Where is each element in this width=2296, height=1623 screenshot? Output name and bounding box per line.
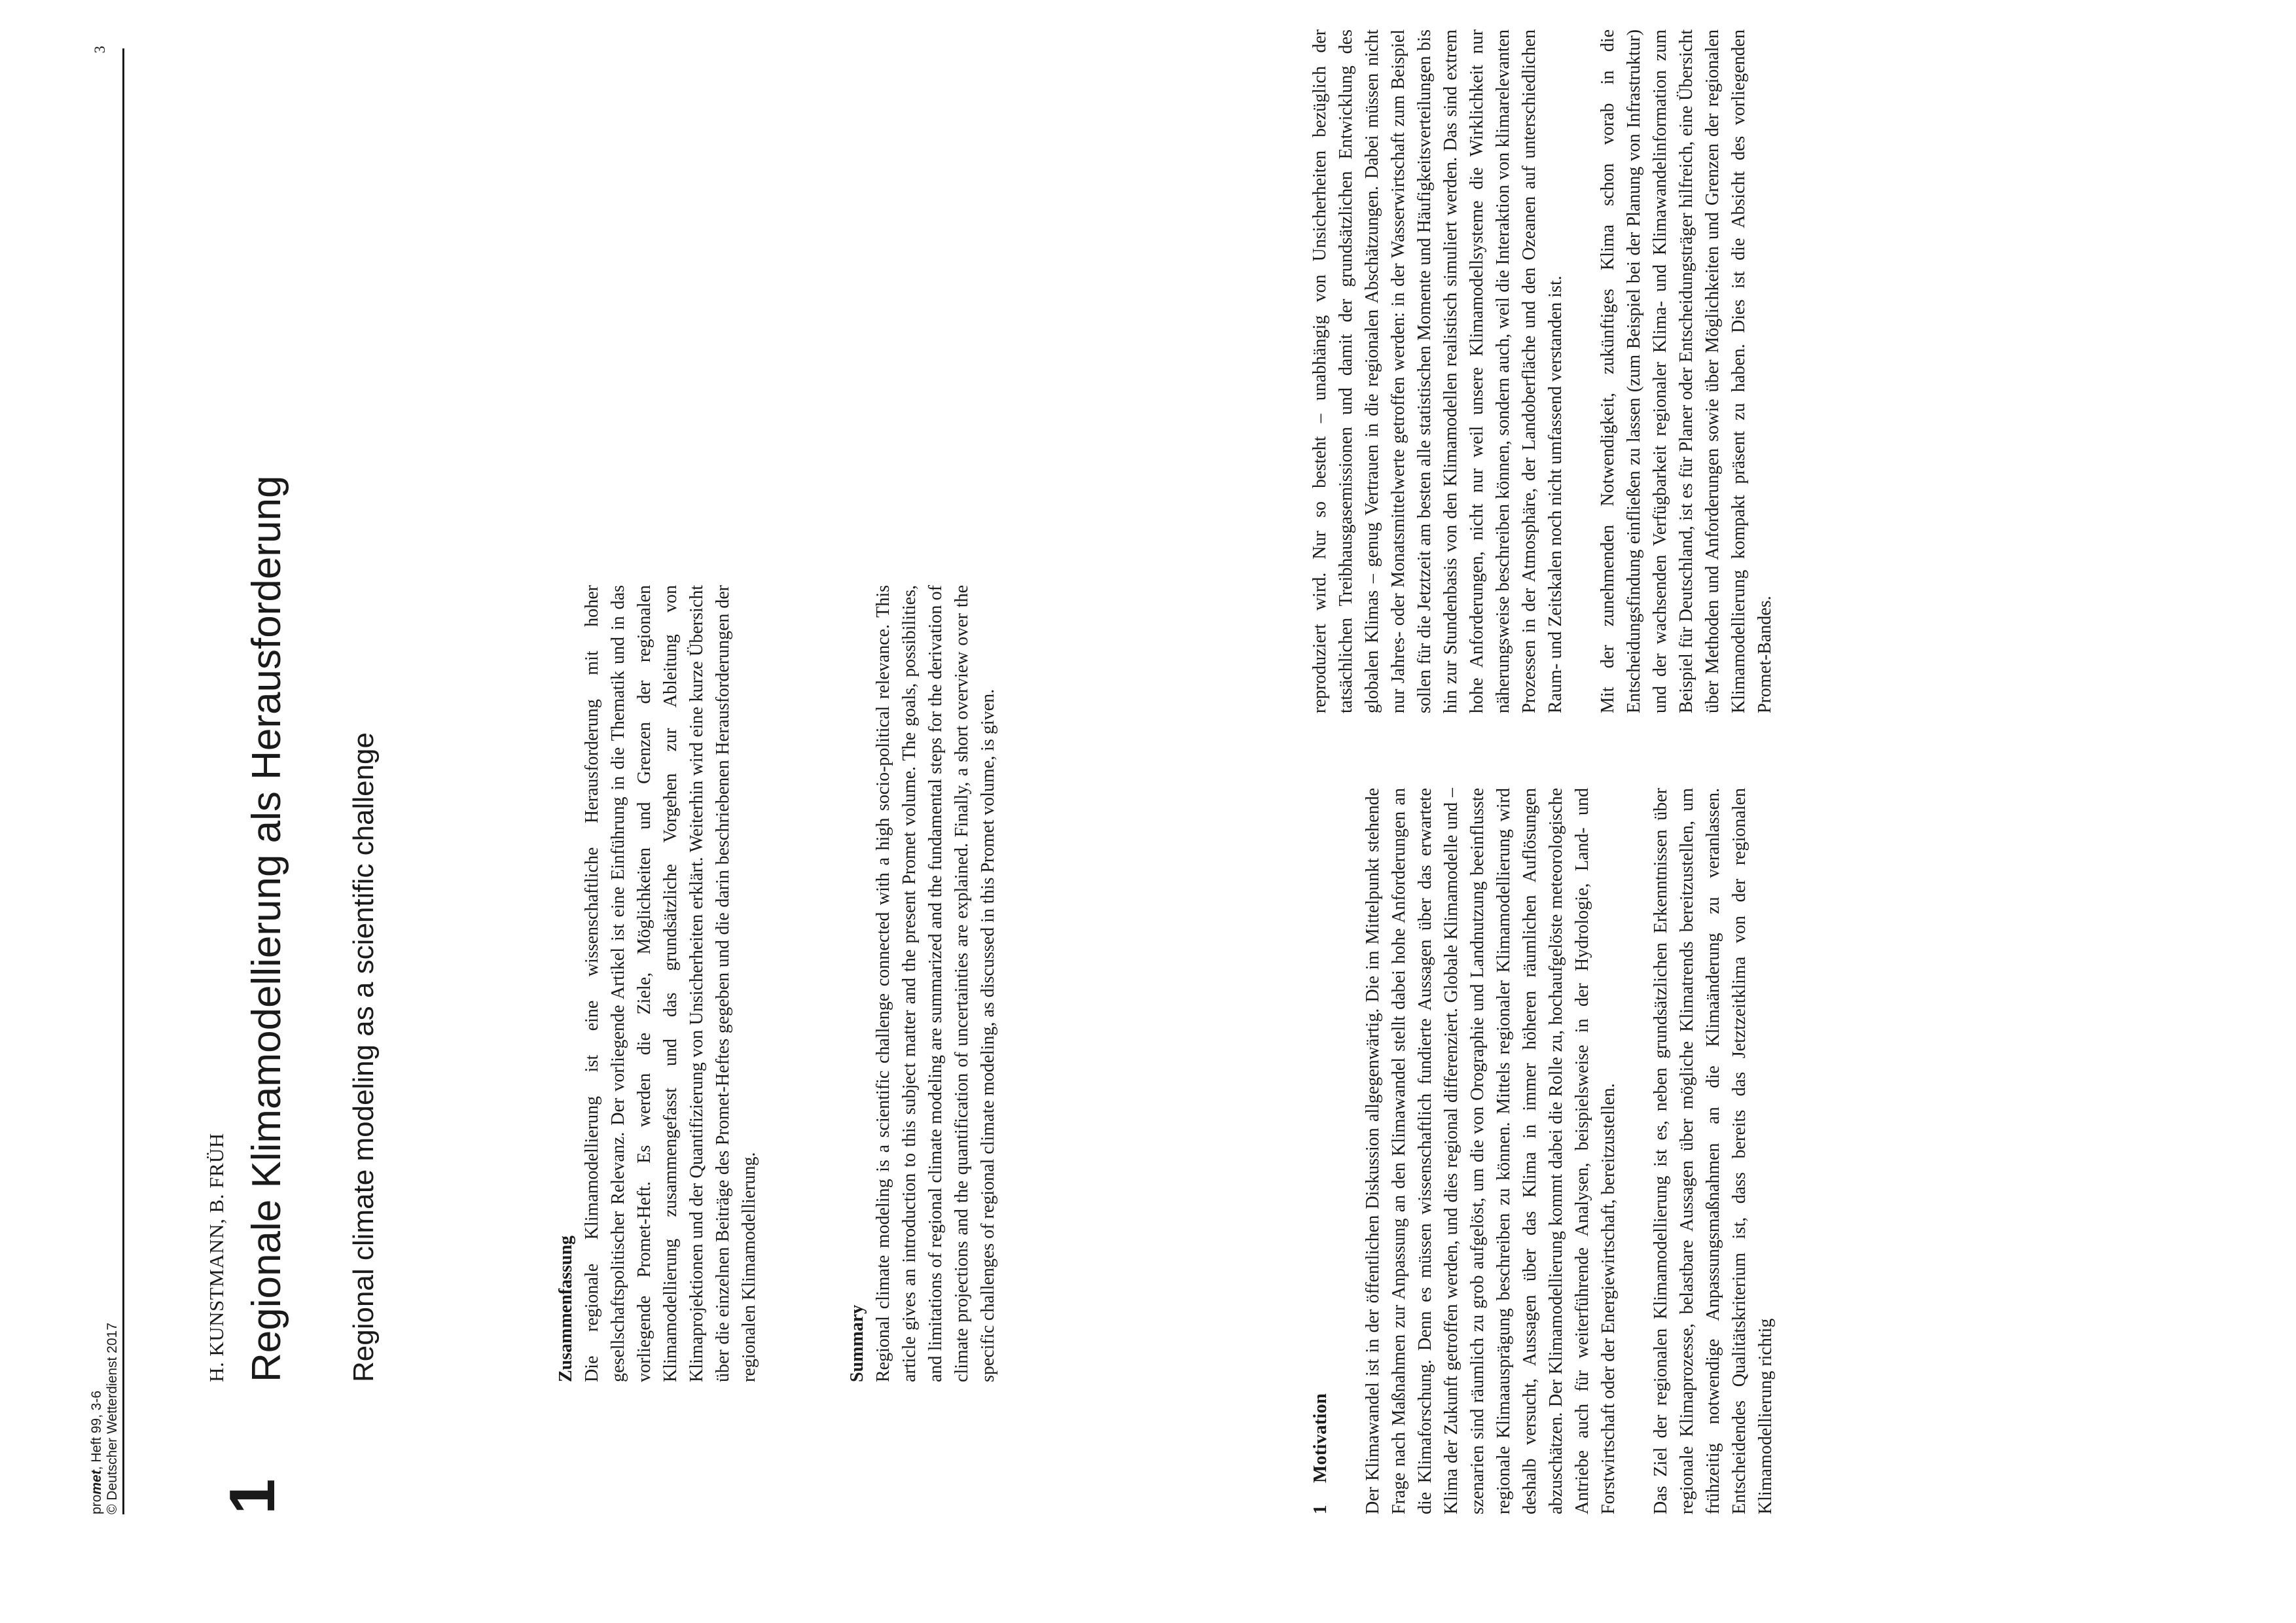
- section-title: Motivation: [1310, 1393, 1331, 1483]
- journal-name: met: [89, 1470, 104, 1495]
- body-column-right: [1307, 29, 1804, 713]
- body-column-left: [1360, 788, 1805, 1514]
- page-number: 3: [92, 46, 108, 54]
- body-paragraph: Der Klimawandel ist in der öffentlichen Diskussion allgegenwärtig. Die im Mittelpunkt stehende Frage nach Maßnahmen zur Anpassung an den Klimawandel stellt dabei hohe Anforderungen an die Klimaforschung. Denn es müssen wissenschaftlich fundierte Aussagen über das erwartete Klima der Zukunft getroffen werden, und dies regional differenziert. Globale Klimamodelle und –szenarien sind räumlich zu grob aufgelöst, um die von Orographie und Landnutzung beeinflusste regionale Klimaausprägung beschreiben zu können. Mittels regionaler Klimamodellierung wird deshalb versucht, Aussagen über das Klima in immer höheren räumlichen Auflösungen abzuschätzen. Der Klimamodellierung kommt dabei die Rolle zu, hochaufgelöste meteorologische Antriebe auch für weiterführende Analysen, beispielsweise in der Hydrologie, Land- und Forstwirtschaft oder der Energiewirtschaft, bereitzustellen.: [1363, 788, 1619, 1514]
- body-paragraph: reproduziert wird. Nur so besteht – unabhängig von Unsicherheiten bezüglich der tatsächlichen Treibhausgasemissionen und damit der grundsätzlichen Entwicklung des globalen Klimas – genug Vertrauen in die regionalen Abschätzungen. Dabei müssen nicht nur Jahres- oder Monatsmittelwerte getroffen werden: in der Wasserwirtschaft zum Beispiel sollen für die Jetztzeit am besten alle statistischen Momente und Häufigkeitsverteilungen bis hin zur Stundenbasis von den Klimamodellen realistisch simuliert werden. Das sind extrem hohe Anforderungen, nicht nur weil unsere Klimamodellsysteme die Wirklichkeit nur näherungsweise beschreiben können, sondern auch, weil die Interaktion von klimarelevanten Prozessen in der Atmosphäre, der Landoberfläche und den Ozeanen auf unterschiedlichen Raum- und Zeitskalen noch nicht umfassend verstanden ist.: [1310, 29, 1566, 713]
- journal-issue: , Heft 99, 3-6: [89, 1390, 104, 1471]
- journal-header: [89, 1323, 120, 1514]
- abstract-german-text: Die regionale Klimamodellierung ist eine wissenschaftliche Herausforderung mit hoher gesellschaftspolitischer Relevanz. Der vorliegende Artikel ist eine Einführung in die Thematik und in das vorliegende Promet-Heft. Es werden die Ziele, Möglichkeiten und Grenzen der regionalen Klimamodellierung zusammengefasst und das grundsätzliche Vorgehen zur Ableitung von Klimaprojektionen und der Quantifizierung von Unsicherheiten erklärt. Weiterhin wird eine kurze Übersicht über die einzelnen Beiträge des Promet-Heftes gegeben und die darin beschriebenen Herausforderungen der regionalen Klimamodellierung.: [582, 585, 759, 1382]
- header-rule: [122, 48, 124, 1514]
- abstract-english-text: Regional climate modeling is a scientific challenge connected with a high socio-political relevance. This article gives an introduction to this subject matter and the present Promet volume. The goals, possibilities, and limitations of regional climate modeling are summarized and the fundamental steps for the derivation of climate projections and the quantification of uncertainties are explained. Finally, a short overview over the specific challenges of regional climate modeling, as discussed in this Promet volume, is given.: [873, 585, 998, 1382]
- body-paragraph: Das Ziel der regionalen Klimamodellierung ist es, neben grundsätzlichen Erkenntnissen über regionale Klimaprozesse, belastbare Aussagen über mögliche Klimatrends bereitzustellen, um frühzeitig notwendige Anpassungsmaßnahmen an die Klimaänderung zu veranlassen. Entscheidendes Qualitätskriterium ist, dass bereits das Jetztzeitklima von der regionalen Klimamodellierung richtig: [1651, 788, 1776, 1514]
- abstract-english: [844, 585, 1001, 1382]
- section-heading: [1307, 1393, 1333, 1514]
- article-authors: H. KUNSTMANN, B. FRÜH: [205, 1133, 228, 1382]
- body-paragraph: Mit der zunehmenden Notwendigkeit, zukünftiges Klima schon vorab in die Entscheidungsfindung einfließen zu lassen (zum Beispiel bei der Planung von Infrastruktur) und der wachsenden Verfügbarkeit regionaler Klima- und Klimawandelinformation zum Beispiel für Deutschland, ist es für Planer oder Entscheidungsträger hilfreich, eine Übersicht über Methoden und Anforderungen sowie über Möglichkeiten und Grenzen der regionalen Klimamodellierung kompakt präsent zu haben. Dies ist die Absicht des vorliegenden Promet-Bandes.: [1598, 29, 1775, 713]
- article-title-german: Regionale Klimamodellierung als Herausforderung: [244, 475, 289, 1382]
- abstract-german-heading: Zusammenfassung: [556, 1235, 576, 1382]
- journal-citation: [89, 1323, 105, 1514]
- journal-prefix: pro: [89, 1494, 104, 1514]
- abstract-english-heading: Summary: [847, 1304, 867, 1382]
- section-number: 1: [1310, 1505, 1331, 1514]
- article-title-english: Regional climate modeling as a scientific challenge: [348, 732, 380, 1382]
- chapter-number: 1: [216, 1478, 288, 1514]
- abstract-german: [553, 585, 762, 1382]
- copyright-line: © Deutscher Wetterdienst 2017: [105, 1323, 120, 1514]
